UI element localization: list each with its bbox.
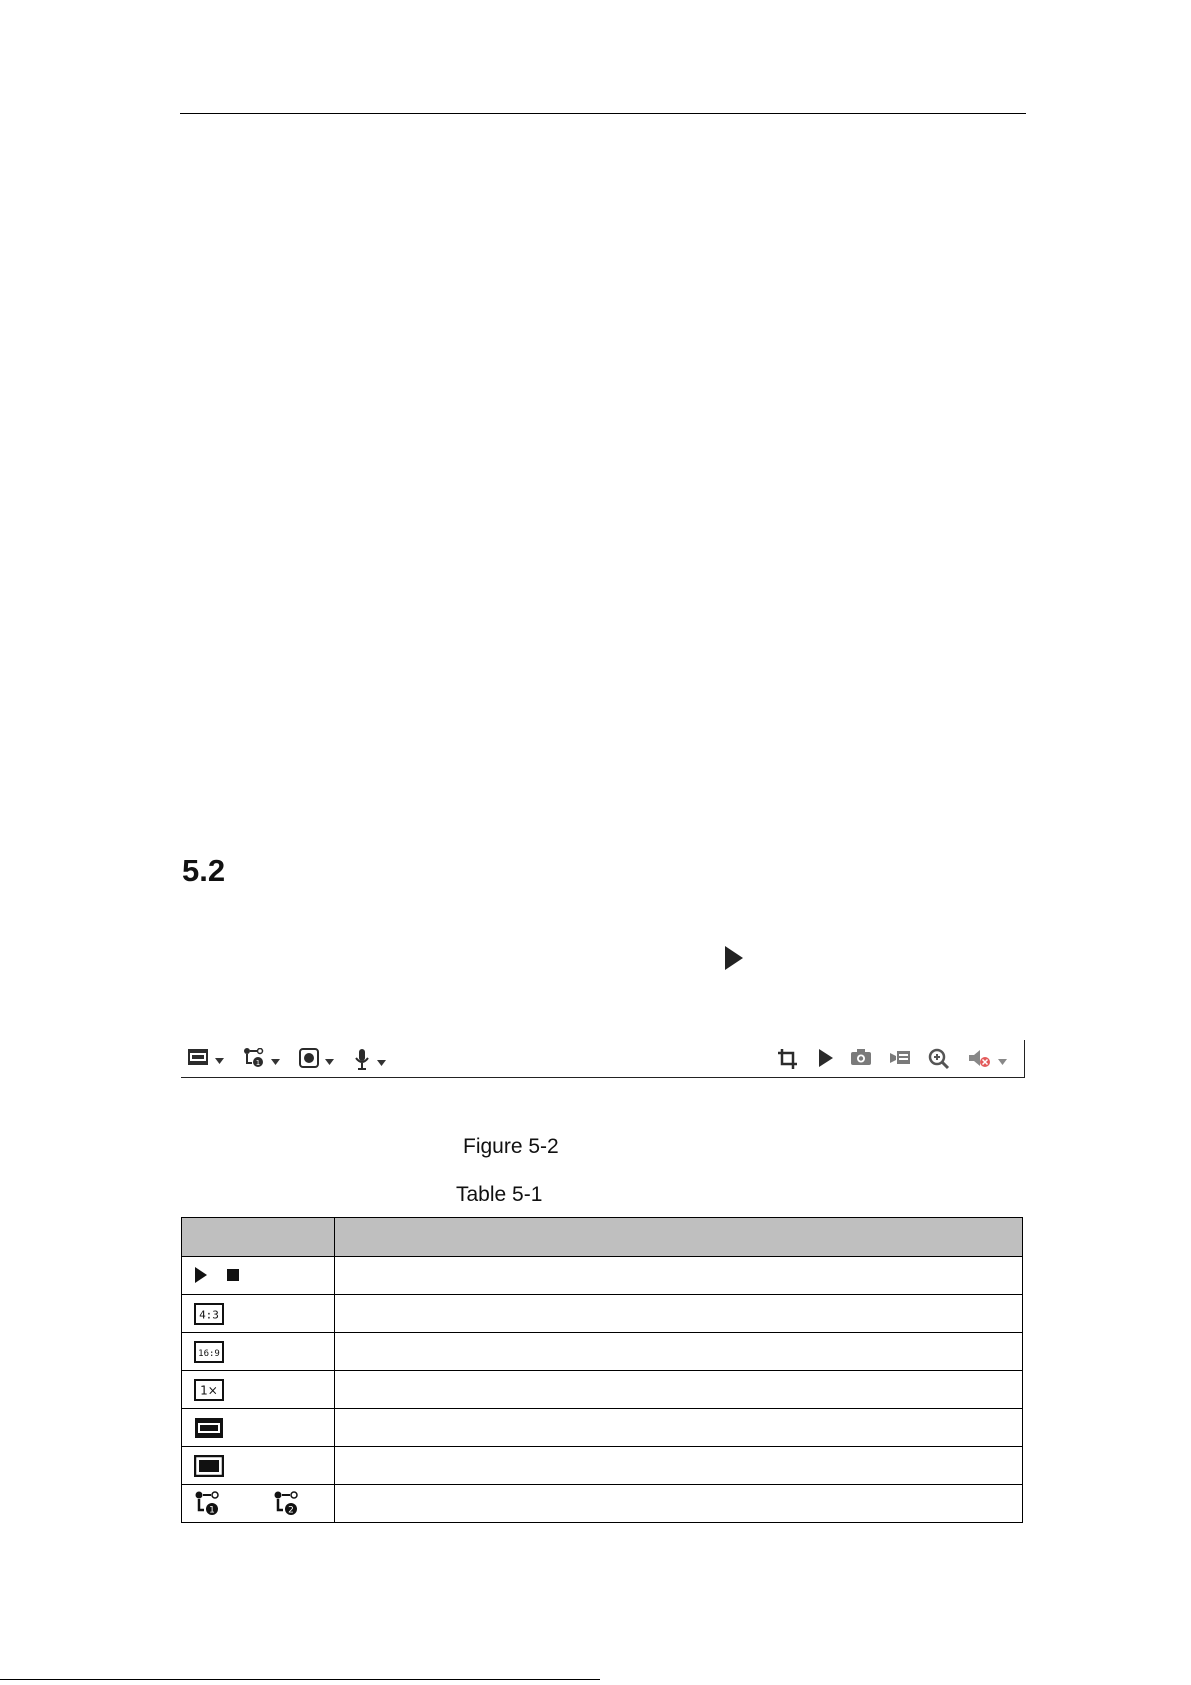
icon-description-table: [181, 1217, 1023, 1523]
crop-icon: [777, 1048, 799, 1075]
table-desc-cell: [335, 1295, 1023, 1333]
chevron-down-icon: [271, 1052, 280, 1070]
aspect-16-9-label: 16:9: [198, 1348, 220, 1359]
aspect-ratio-button[interactable]: [187, 1048, 224, 1071]
table-row: [182, 1371, 1023, 1409]
chevron-down-icon: [215, 1051, 224, 1069]
table-icon-cell: [182, 1333, 335, 1371]
table-icon-cell: [182, 1257, 335, 1295]
table-caption: Table 5-1: [456, 1183, 543, 1206]
aspect-4-3-label: 4:3: [199, 1308, 219, 1321]
figure-caption: Figure 5-2: [463, 1135, 559, 1158]
play-icon: [194, 1266, 208, 1284]
original-size-label: 1×: [200, 1383, 218, 1397]
table-row: [182, 1485, 1023, 1523]
audio-button[interactable]: [968, 1048, 1007, 1073]
aspect-16-9-icon: [194, 1341, 224, 1363]
plugin-icon: [299, 1048, 319, 1073]
table-icon-cell: [182, 1371, 335, 1409]
play-icon: [724, 945, 744, 976]
aspect-ratio-icon: [187, 1048, 209, 1071]
play-icon: [818, 1048, 834, 1073]
stream-type-button[interactable]: [243, 1048, 280, 1073]
table-header-cell: [182, 1218, 335, 1257]
digital-zoom-button[interactable]: [928, 1048, 950, 1075]
sub-stream-icon: [273, 1491, 301, 1517]
main-stream-icon: [194, 1491, 222, 1517]
microphone-button[interactable]: [353, 1048, 386, 1075]
aspect-4-3-icon: [194, 1303, 224, 1325]
table-row: [182, 1409, 1023, 1447]
live-view-toolbar: [181, 1040, 1025, 1078]
chevron-down-icon: [998, 1052, 1007, 1070]
svg-text:2: 2: [288, 1505, 295, 1515]
chevron-down-icon: [325, 1052, 334, 1070]
svg-text:1: 1: [255, 1059, 261, 1067]
header-rule: [180, 113, 1026, 114]
stop-icon: [226, 1268, 240, 1282]
table-desc-cell: [335, 1333, 1023, 1371]
table-icon-cell: [182, 1447, 335, 1485]
chevron-down-icon: [377, 1053, 386, 1071]
table-row: [182, 1333, 1023, 1371]
camera-snapshot-icon: [850, 1048, 872, 1071]
crop-button[interactable]: [777, 1048, 799, 1075]
self-adaptive-icon: [194, 1417, 224, 1439]
play-button[interactable]: [818, 1048, 834, 1073]
stream-type-icon: [243, 1048, 265, 1073]
table-desc-cell: [335, 1485, 1023, 1523]
table-desc-cell: [335, 1257, 1023, 1295]
table-desc-cell: [335, 1409, 1023, 1447]
table-row: [182, 1257, 1023, 1295]
table-icon-cell: [182, 1295, 335, 1333]
table-row: [182, 1447, 1023, 1485]
audio-muted-icon: [968, 1048, 992, 1073]
section-number: 5.2: [182, 853, 226, 888]
table-header-row: [182, 1218, 1023, 1257]
table-icon-cell: [182, 1485, 335, 1523]
zoom-in-icon: [928, 1048, 950, 1075]
video-record-icon: [889, 1048, 911, 1071]
footer-rule: [0, 1679, 600, 1680]
microphone-icon: [353, 1048, 371, 1075]
svg-text:1: 1: [209, 1505, 215, 1515]
fullscreen-window-icon: [194, 1455, 224, 1477]
original-size-icon: [194, 1379, 224, 1401]
table-desc-cell: [335, 1371, 1023, 1409]
table-icon-cell: [182, 1409, 335, 1447]
snapshot-button[interactable]: [850, 1048, 872, 1071]
table-row: [182, 1295, 1023, 1333]
record-button[interactable]: [889, 1048, 911, 1071]
table-header-cell: [335, 1218, 1023, 1257]
plugin-button[interactable]: [299, 1048, 334, 1073]
table-desc-cell: [335, 1447, 1023, 1485]
